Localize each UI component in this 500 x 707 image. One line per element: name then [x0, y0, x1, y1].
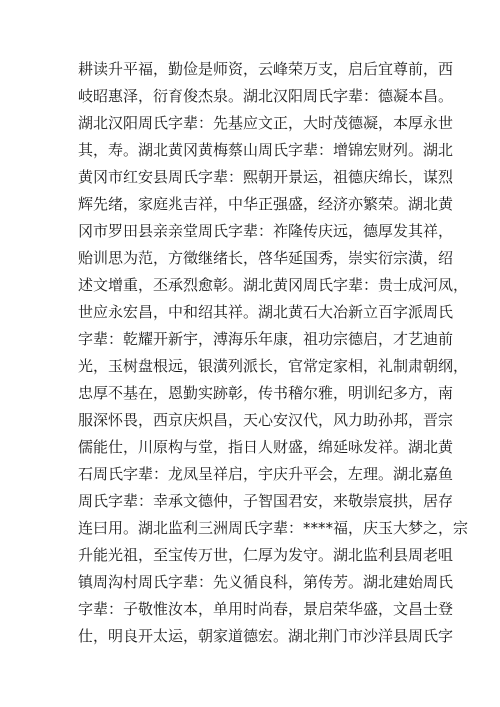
text-line: 字辈：子敬惟汝本，单用时尚春，景启荣华盛，文昌士登: [78, 600, 454, 618]
text-line: 黄冈市红安县周氏字辈：熙朝开景运，祖德庆绵长，谋烈: [78, 168, 454, 186]
text-line: 忠厚不基在，恩勤实跡彰，传书稽尔雅，明训纪多方，南: [78, 384, 454, 402]
text-line: 升能光祖，至宝传万世，仁厚为发守。湖北监利县周老咀: [78, 546, 454, 564]
text-line: 湖北汉阳周氏字辈：先基应文正，大时茂德凝，本厚永世: [78, 114, 454, 132]
text-line: 其，寿。湖北黄冈黄梅蔡山周氏字辈：增锦宏财列。湖北: [78, 141, 454, 159]
text-line: 字辈：乾耀开新宇，溥海乐年康，祖功宗德启，才艺迪前: [78, 330, 454, 348]
text-line: 连曰用。湖北监利三洲周氏字辈：****福，庆玉大梦之，宗: [78, 519, 469, 537]
text-line: 服深怀畏，西京庆炽昌，天心安汉代，风力助孙邦，晋宗: [78, 411, 454, 429]
text-line: 石周氏字辈：龙凤呈祥启，宇庆升平会，左理。湖北嘉鱼: [78, 465, 454, 483]
text-line: 述文增重，丕承烈愈彰。湖北黄冈周氏字辈：贵士成河凤，: [78, 276, 469, 294]
text-line: 仕，明良开太运，朝家道德宏。湖北荆门市沙洋县周氏字: [78, 627, 454, 645]
text-line: 光，玉树盘根远，银潢列派长，官常定家相，礼制肃朝纲，: [78, 357, 469, 375]
text-line: 周氏字辈：幸承文德仲，子智国君安，来敬崇宸拱，居存: [78, 492, 454, 510]
text-line: 冈市罗田县亲亲堂周氏字辈：祚隆传庆远，德厚发其祥，: [78, 222, 454, 240]
text-line: 镇周沟村周氏字辈：先义循良科，第传芳。湖北建始周氏: [78, 573, 454, 591]
text-line: 耕读升平福，勤俭是师资，云峰荣万支，启后宜尊前，西: [78, 60, 454, 78]
text-line: 贻训思为范，方徵继绪长，啓华延国秀，崇实衍宗潢，绍: [78, 249, 454, 267]
text-line: 世应永宏昌，中和绍其祥。湖北黄石大冶新立百字派周氏: [78, 303, 454, 321]
text-line: 儒能仕，川原构与堂，指日人财盛，绵延咏发祥。湖北黄: [78, 438, 454, 456]
text-line: 辉先绪，家庭兆吉祥，中华正强盛，经济亦繁荣。湖北黄: [78, 195, 454, 213]
text-line: 岐昭惠泽，衍育俊杰泉。湖北汉阳周氏字辈：德凝本昌。: [78, 87, 454, 105]
